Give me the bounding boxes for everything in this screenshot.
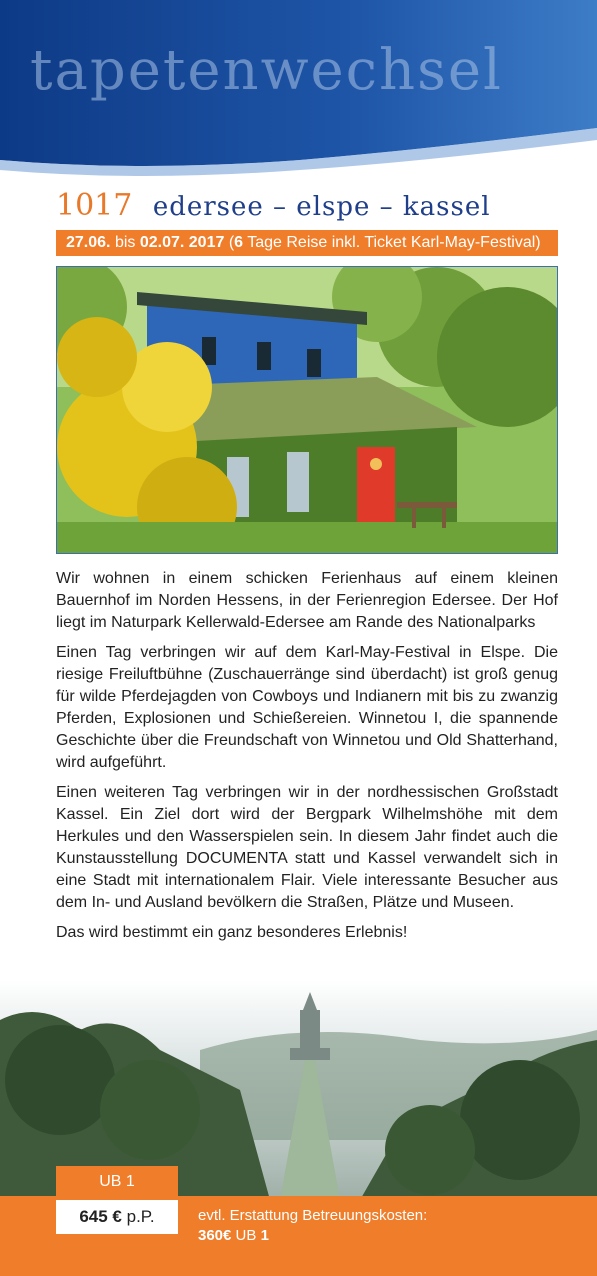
refund-category-prefix: UB	[235, 1227, 257, 1244]
refund-amount: 360€	[198, 1227, 232, 1244]
refund-value	[198, 1226, 427, 1246]
duration-text: Tage Reise inkl. Ticket Karl-May-Festival)	[247, 234, 541, 251]
paragraph: Wir wohnen in einem schicken Ferienhaus auf einem kleinen Bauernhof im Norden Hessens, in der Ferienregion Edersee. Der Hof liegt im Naturpark Kellerwald-Edersee am Rande des Nationalparks	[56, 570, 558, 631]
trip-title	[56, 188, 566, 224]
paragraph: Einen weiteren Tag verbringen wir in der nordhessischen Großstadt Kassel. Ein Ziel dort wird der Bergpark Wilhelmshöhe mit dem Herkules und den Wasserspielen sein. In diesem Jahr findet auch die Kunstausstellung DOCUMENTA statt und Kassel verwandelt sich in eine Stadt mit internationalem Flair. Viele interessante Besucher aus dem In- und Ausland bevölkern die Straßen, Plätze und Museen.	[56, 784, 558, 911]
date-bis: bis	[114, 234, 136, 251]
refund-label: evtl. Erstattung Betreuungskosten:	[198, 1207, 428, 1224]
trip-number: 1017	[56, 188, 133, 223]
house-illustration	[57, 267, 558, 554]
duration-open: (	[228, 234, 235, 251]
date-bar	[56, 230, 558, 256]
price-unit: p.P.	[126, 1207, 155, 1226]
refund-info	[198, 1206, 427, 1246]
refund-category-num: 1	[260, 1227, 269, 1244]
date-to: 02.07. 2017	[139, 234, 225, 251]
paragraph: Einen Tag verbringen wir auf dem Karl-May-Festival in Elspe. Die riesige Freiluftbühne (Zuschauerränge sind überdacht) ist groß genug für wilde Pferdejagden von Cowboys und Indianern mit bis zu zwanzig Pferden, Explosionen und Schießereien. Winnetou I, die spannende Geschichte über die Freundschaft von Winnetou und Old Shatterhand, wird aufgeführt.	[56, 644, 558, 771]
price-box	[56, 1200, 178, 1234]
paragraph: Das wird bestimmt ein ganz besonderes Erlebnis!	[56, 924, 408, 941]
date-from: 27.06.	[66, 234, 111, 251]
price-amount: 645 €	[79, 1207, 122, 1226]
trip-route: edersee – elspe – kassel	[152, 192, 491, 222]
brand-wordmark: tapetenwechsel	[30, 38, 503, 103]
price-category-tab: UB 1	[56, 1166, 178, 1198]
description	[56, 568, 558, 952]
duration-days: 6	[234, 234, 244, 251]
holiday-house-photo	[56, 266, 558, 554]
